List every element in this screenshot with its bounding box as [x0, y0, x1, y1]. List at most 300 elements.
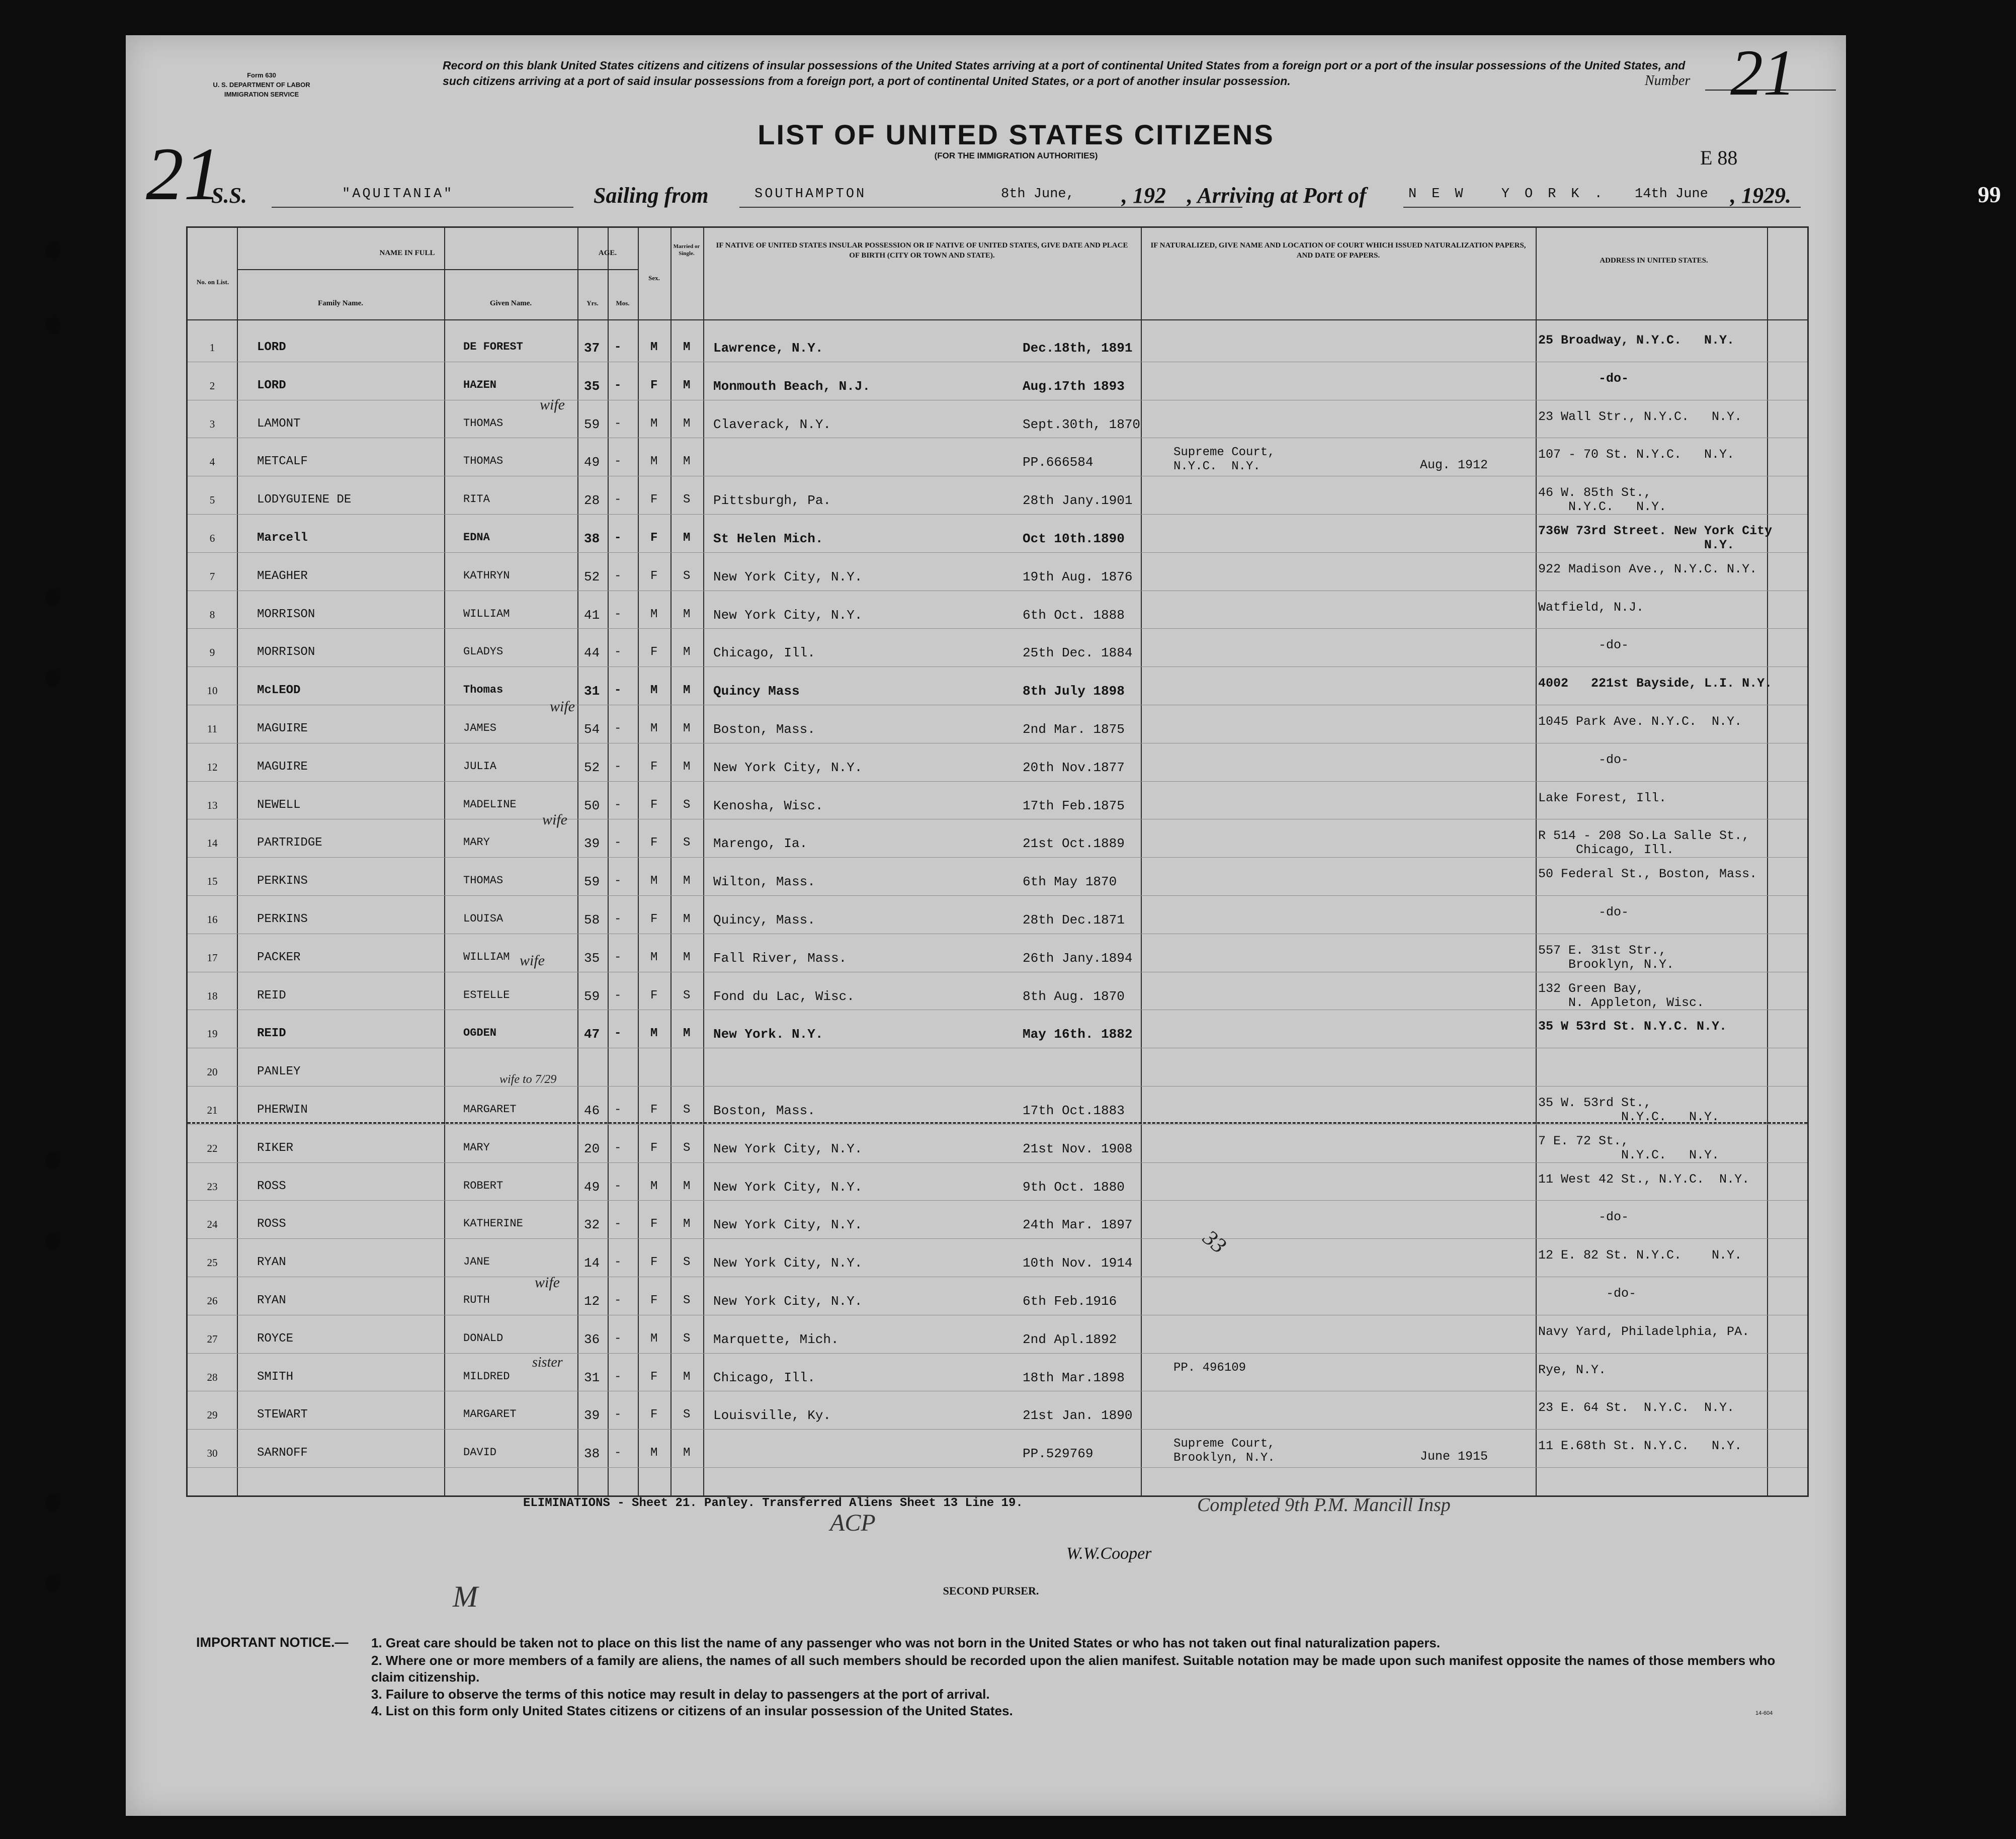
table-row — [188, 1238, 1807, 1276]
marital-status: M — [683, 1446, 691, 1460]
row-number: 17 — [207, 951, 218, 964]
family-name: METCALF — [257, 455, 308, 469]
naturalization-date: June 1915 — [1420, 1449, 1488, 1464]
row-number: 25 — [207, 1257, 218, 1269]
row-number: 20 — [207, 1066, 218, 1078]
us-address: 46 W. 85th St., N.Y.C. N.Y. — [1538, 485, 1667, 515]
marital-status: S — [683, 1141, 691, 1155]
table-row — [188, 781, 1807, 819]
row-number: 30 — [207, 1447, 218, 1460]
given-name: MARY — [463, 836, 490, 849]
row-number: 15 — [207, 875, 218, 888]
family-name: PACKER — [257, 950, 301, 964]
handwritten-ogden-note: wife to 7/29 — [499, 1073, 557, 1086]
table-row — [188, 552, 1807, 590]
row-number: 13 — [207, 799, 218, 811]
marital-status: S — [683, 798, 691, 812]
sheet-number: 21 — [1730, 37, 1796, 109]
given-name: MILDRED — [463, 1370, 510, 1383]
birth-date: 26th Jany.1894 — [1023, 950, 1133, 966]
birth-date: 6th May 1870 — [1023, 874, 1117, 890]
row-number: 1 — [209, 342, 215, 354]
given-name: DONALD — [463, 1331, 503, 1345]
age-months: - — [614, 607, 622, 621]
table-row — [188, 476, 1807, 514]
header-address: ADDRESS IN UNITED STATES. — [1600, 257, 1708, 265]
sex: F — [650, 1256, 658, 1270]
marital-status: S — [683, 1103, 691, 1117]
sex: F — [650, 493, 658, 507]
marital-status: M — [683, 1370, 691, 1384]
us-address: -do- — [1538, 752, 1629, 767]
margin-handwritten-number: 21 — [146, 132, 221, 216]
sex: M — [650, 1179, 658, 1193]
family-name: PERKINS — [257, 874, 308, 888]
family-name: ROYCE — [257, 1331, 294, 1346]
age-months: - — [614, 722, 622, 735]
given-name: THOMAS — [463, 874, 503, 887]
birth-place: St Helen Mich. — [713, 531, 823, 546]
row-number: 27 — [207, 1332, 218, 1345]
age-months: - — [614, 645, 622, 659]
birth-place: New York City, N.Y. — [713, 760, 863, 775]
given-name: WILLIAM — [463, 607, 510, 620]
date-from: 8th June, — [1001, 187, 1074, 202]
birth-place: Marengo, Ia. — [713, 836, 808, 852]
port-from-underline — [739, 207, 1242, 208]
sex: F — [650, 1294, 658, 1307]
birth-date: 20th Nov.1877 — [1023, 760, 1125, 775]
sex: F — [650, 569, 658, 583]
us-address: 922 Madison Ave., N.Y.C. N.Y. — [1538, 561, 1757, 576]
given-name: THOMAS — [463, 416, 503, 430]
age-months: - — [614, 1331, 622, 1346]
table-row — [188, 857, 1807, 895]
row-number: 16 — [207, 913, 218, 926]
birth-date: 21st Jan. 1890 — [1023, 1408, 1133, 1424]
us-address: 35 W. 53rd St., N.Y.C. N.Y. — [1538, 1096, 1720, 1124]
header-married-single: Married or Single. — [673, 243, 700, 257]
family-name: LAMONT — [257, 416, 301, 431]
age-months: - — [614, 1256, 622, 1270]
marital-status: M — [683, 645, 691, 659]
table-row — [188, 705, 1807, 742]
birth-date: 2nd Mar. 1875 — [1023, 722, 1125, 737]
birth-date: PP.666584 — [1023, 455, 1094, 470]
header-name-in-full: NAME IN FULL — [379, 249, 435, 257]
family-name: STEWART — [257, 1408, 308, 1422]
birth-place: Chicago, Ill. — [713, 1370, 815, 1385]
family-name: MORRISON — [257, 645, 315, 659]
us-address: 11 West 42 St., N.Y.C. N.Y. — [1538, 1172, 1750, 1187]
family-name: LORD — [257, 378, 286, 392]
form-number-label: Form 630 — [247, 71, 276, 79]
birth-place: Pittsburgh, Pa. — [713, 493, 831, 509]
sex: F — [650, 1408, 658, 1422]
table-row — [188, 514, 1807, 552]
age-years: 59 — [584, 416, 600, 432]
birth-date: 28th Dec.1871 — [1023, 912, 1125, 928]
naturalization-court: Supreme Court, N.Y.C. N.Y. — [1173, 446, 1275, 474]
table-row — [188, 400, 1807, 438]
table-row — [188, 666, 1807, 704]
age-years: 46 — [584, 1103, 600, 1118]
given-name: ESTELLE — [463, 988, 510, 1001]
handwritten-wife-note: wife — [540, 396, 565, 413]
header-sex: Sex. — [648, 274, 660, 282]
us-address: -do- — [1538, 371, 1629, 386]
punch-hole — [45, 241, 60, 259]
birth-place: New York City, N.Y. — [713, 1294, 863, 1309]
given-name: JULIA — [463, 760, 497, 773]
us-address: -do- — [1538, 1286, 1637, 1301]
family-name: REID — [257, 988, 286, 1002]
us-address: 132 Green Bay, N. Appleton, Wisc. — [1538, 981, 1705, 1010]
family-name: LORD — [257, 341, 286, 354]
marital-status: M — [683, 416, 691, 431]
marital-status: M — [683, 341, 691, 354]
row-number: 29 — [207, 1409, 218, 1422]
punch-hole — [45, 1574, 60, 1592]
handwritten-wife-note: wife — [542, 811, 567, 828]
punch-hole — [45, 1494, 60, 1511]
sex: F — [650, 760, 658, 774]
table-row — [188, 895, 1807, 933]
marital-status: M — [683, 684, 691, 698]
birth-date: 8th Aug. 1870 — [1023, 988, 1125, 1004]
family-name: SARNOFF — [257, 1446, 308, 1460]
service-label: IMMIGRATION SERVICE — [224, 91, 299, 98]
age-years: 50 — [584, 798, 600, 813]
age-years: 59 — [584, 988, 600, 1004]
age-years: 38 — [584, 1446, 600, 1462]
birth-date: Dec.18th, 1891 — [1023, 341, 1133, 356]
ship-name: "AQUITANIA" — [342, 187, 454, 202]
age-years: 52 — [584, 760, 600, 775]
age-years: 32 — [584, 1217, 600, 1233]
us-address: 12 E. 82 St. N.Y.C. N.Y. — [1538, 1248, 1742, 1263]
table-row — [188, 1315, 1807, 1353]
family-name: PHERWIN — [257, 1103, 308, 1117]
age-months: - — [614, 1370, 622, 1384]
date-to: 14th June — [1635, 187, 1708, 202]
year-to: , 1929. — [1730, 183, 1791, 208]
age-months: - — [614, 1294, 622, 1307]
age-years: 31 — [584, 1370, 600, 1385]
birth-place: Kenosha, Wisc. — [713, 798, 823, 813]
age-years: 38 — [584, 531, 600, 546]
row-number: 7 — [209, 570, 215, 582]
punch-hole — [45, 669, 60, 686]
given-name: JANE — [463, 1256, 490, 1269]
punch-hole — [45, 589, 60, 606]
birth-date: Aug.17th 1893 — [1023, 378, 1125, 394]
family-name: ROSS — [257, 1179, 286, 1193]
naturalization-court: Supreme Court, Brooklyn, N.Y. — [1173, 1437, 1275, 1465]
birth-date: 8th July 1898 — [1023, 684, 1125, 699]
birth-date: 6th Feb.1916 — [1023, 1294, 1117, 1309]
family-name: NEWELL — [257, 798, 301, 812]
table-row — [188, 1162, 1807, 1200]
given-name: OGDEN — [463, 1027, 497, 1040]
family-name: RIKER — [257, 1141, 294, 1155]
us-address: 50 Federal St., Boston, Mass. — [1538, 867, 1757, 882]
marital-status: M — [683, 760, 691, 774]
handwritten-sister-note: sister — [532, 1355, 563, 1370]
given-name: THOMAS — [463, 455, 503, 468]
port-from: SOUTHAMPTON — [754, 187, 867, 202]
birth-place: New York City, N.Y. — [713, 1256, 863, 1271]
passenger-table — [186, 226, 1809, 1497]
birth-date: 6th Oct. 1888 — [1023, 607, 1125, 623]
table-row — [188, 1353, 1807, 1391]
sex: M — [650, 874, 658, 888]
age-years: 41 — [584, 607, 600, 623]
row-number: 4 — [209, 456, 215, 468]
port-to: NEW YORK. — [1408, 187, 1618, 202]
notice-1: 1. Great care should be taken not to place on this list the name of any passenger who was not born in the United States or who has not taken out final naturalization papers. — [371, 1635, 1441, 1650]
important-notice-label: IMPORTANT NOTICE.— — [196, 1635, 349, 1650]
age-months: - — [614, 341, 622, 354]
birth-place: Boston, Mass. — [713, 722, 815, 737]
birth-place: Lawrence, N.Y. — [713, 341, 823, 356]
header-mos: Mos. — [616, 299, 630, 307]
age-years: 49 — [584, 455, 600, 470]
given-name: ROBERT — [463, 1179, 503, 1192]
row-number: 12 — [207, 761, 218, 773]
document-title: LIST OF UNITED STATES CITIZENS — [758, 119, 1275, 150]
birth-date: 25th Dec. 1884 — [1023, 645, 1133, 661]
age-months: - — [614, 1217, 622, 1231]
naturalization-date: Aug. 1912 — [1420, 458, 1488, 473]
row-rule — [188, 1467, 1807, 1468]
us-address: 107 - 70 St. N.Y.C. N.Y. — [1538, 447, 1735, 462]
birth-place: New York City, N.Y. — [713, 1217, 863, 1233]
sex: M — [650, 1331, 658, 1346]
us-address: 25 Broadway, N.Y.C. N.Y. — [1538, 333, 1735, 348]
header-no: No. on List. — [196, 278, 229, 286]
marital-status: S — [683, 988, 691, 1002]
number-label: Number — [1645, 73, 1691, 89]
us-address: 557 E. 31st Str., Brooklyn, N.Y. — [1538, 943, 1674, 972]
department-label: U. S. DEPARTMENT OF LABOR — [213, 81, 310, 89]
voyage-line — [126, 174, 1846, 209]
age-years: 59 — [584, 874, 600, 890]
age-months: - — [614, 455, 622, 469]
sex: F — [650, 912, 658, 926]
handwritten-wife-note: wife — [535, 1274, 560, 1291]
handwritten-mark: M — [453, 1580, 478, 1613]
family-name: MEAGHER — [257, 569, 308, 583]
age-months: - — [614, 950, 622, 964]
arriving-label: , Arriving at Port of — [1187, 183, 1367, 208]
table-row — [188, 1086, 1807, 1124]
family-name: PANLEY — [257, 1065, 301, 1079]
age-months: - — [614, 1179, 622, 1193]
marital-status: M — [683, 912, 691, 926]
sex: F — [650, 378, 658, 392]
document-subtitle: (FOR THE IMMIGRATION AUTHORITIES) — [934, 151, 1098, 160]
marital-status: S — [683, 569, 691, 583]
row-number: 26 — [207, 1295, 218, 1307]
age-months: - — [614, 378, 622, 392]
birth-date: 18th Mar.1898 — [1023, 1370, 1125, 1385]
sailing-label: Sailing from — [594, 183, 709, 208]
us-address: -do- — [1538, 638, 1629, 653]
age-years: 49 — [584, 1179, 600, 1195]
row-number: 28 — [207, 1371, 218, 1383]
age-months: - — [614, 1103, 622, 1117]
header-age: AGE. — [598, 249, 617, 257]
birth-date: Oct 10th.1890 — [1023, 531, 1125, 546]
marital-status: M — [683, 378, 691, 392]
age-months: - — [614, 836, 622, 850]
age-years: 58 — [584, 912, 600, 928]
age-months: - — [614, 569, 622, 583]
notice-4: 4. List on this form only United States citizens or citizens of an insular possession of the United States. — [371, 1703, 1013, 1718]
family-name: LODYGUIENE DE — [257, 493, 352, 507]
sex: F — [650, 1103, 658, 1117]
marital-status: M — [683, 531, 691, 545]
age-months: - — [614, 912, 622, 926]
edge-page-number: 99 — [1978, 182, 2001, 207]
age-years: 14 — [584, 1256, 600, 1271]
us-address: 736W 73rd Street. New York City N.Y. — [1538, 524, 1773, 552]
header-family-name: Family Name. — [318, 299, 363, 307]
age-months: - — [614, 416, 622, 431]
age-years: 37 — [584, 341, 600, 356]
age-years: 39 — [584, 1408, 600, 1424]
given-name: JAMES — [463, 722, 497, 734]
row-number: 2 — [209, 379, 215, 392]
family-name: PARTRIDGE — [257, 836, 322, 850]
us-address: Watfield, N.J. — [1538, 600, 1644, 615]
table-row — [188, 591, 1807, 628]
birth-place: Boston, Mass. — [713, 1103, 815, 1118]
header-bottom-rule — [188, 319, 1807, 320]
table-row — [188, 1200, 1807, 1238]
table-row — [188, 1391, 1807, 1429]
marital-status: S — [683, 1256, 691, 1270]
given-name: KATHRYN — [463, 569, 510, 582]
marital-status: M — [683, 1179, 691, 1193]
us-address: 11 E.68th St. N.Y.C. N.Y. — [1538, 1439, 1742, 1454]
age-months: - — [614, 798, 622, 812]
age-months: - — [614, 760, 622, 774]
birth-place: New York. N.Y. — [713, 1027, 823, 1042]
sex: F — [650, 645, 658, 659]
purser-signature: W.W.Cooper — [1066, 1544, 1152, 1563]
table-row — [188, 934, 1807, 971]
us-address: 23 E. 64 St. N.Y.C. N.Y. — [1538, 1400, 1735, 1415]
family-name: REID — [257, 1027, 286, 1041]
given-name: MADELINE — [463, 798, 517, 811]
age-years: 52 — [584, 569, 600, 584]
age-years: 44 — [584, 645, 600, 661]
sex: F — [650, 1141, 658, 1155]
table-row — [188, 1048, 1807, 1085]
age-years: 54 — [584, 722, 600, 737]
purser-label: SECOND PURSER. — [943, 1584, 1039, 1597]
punch-hole — [45, 1232, 60, 1249]
sex: M — [650, 341, 658, 354]
sex: F — [650, 1217, 658, 1231]
row-number: 5 — [209, 494, 215, 507]
given-name: GLADYS — [463, 645, 503, 658]
family-name: MAGUIRE — [257, 760, 308, 774]
table-row — [188, 628, 1807, 666]
family-name: MAGUIRE — [257, 722, 308, 735]
table-row — [188, 1277, 1807, 1314]
row-number: 18 — [207, 989, 218, 1002]
sex: M — [650, 607, 658, 621]
marital-status: S — [683, 1331, 691, 1346]
table-row — [188, 323, 1807, 361]
notice-2: 2. Where one or more members of a family are aliens, the names of all such members should be recorded upon the alien manifest. Suitable notation may be made upon such manifest opposite the names of those members who claim citizenship. — [371, 1653, 1776, 1685]
given-name: EDNA — [463, 531, 490, 544]
marital-status: M — [683, 455, 691, 469]
table-row — [188, 1010, 1807, 1047]
given-name: WILLIAM — [463, 950, 510, 963]
marital-status: M — [683, 950, 691, 964]
sex: M — [650, 455, 658, 469]
stamp-mark: 33 — [1198, 1225, 1231, 1259]
header-yrs: Yrs. — [586, 299, 599, 307]
us-address: 4002 221st Bayside, L.I. N.Y. — [1538, 676, 1773, 691]
us-address: Rye, N.Y. — [1538, 1362, 1607, 1377]
marital-status: M — [683, 722, 691, 735]
row-number: 3 — [209, 417, 215, 430]
us-address: 23 Wall Str., N.Y.C. N.Y. — [1538, 409, 1742, 424]
birth-place: Louisville, Ky. — [713, 1408, 831, 1424]
initials-note: ACP — [830, 1510, 876, 1536]
birth-date: 19th Aug. 1876 — [1023, 569, 1133, 584]
row-number: 10 — [207, 685, 218, 697]
us-address: -do- — [1538, 905, 1629, 919]
family-name: PERKINS — [257, 912, 308, 926]
family-name: McLEOD — [257, 684, 301, 698]
age-months: - — [614, 684, 622, 698]
marital-status: S — [683, 493, 691, 507]
table-row — [188, 972, 1807, 1010]
row-number: 6 — [209, 532, 215, 544]
age-years: 39 — [584, 836, 600, 852]
birth-place: Quincy, Mass. — [713, 912, 815, 928]
age-years: 35 — [584, 378, 600, 394]
birth-date: 21st Oct.1889 — [1023, 836, 1125, 852]
sex: F — [650, 988, 658, 1002]
birth-date: 9th Oct. 1880 — [1023, 1179, 1125, 1195]
table-row — [188, 1124, 1807, 1162]
age-years: 20 — [584, 1141, 600, 1156]
given-name: KATHERINE — [463, 1217, 523, 1230]
sex: M — [650, 416, 658, 431]
form-print-number: 14-604 — [1755, 1710, 1773, 1716]
age-years: 28 — [584, 493, 600, 509]
year-from: , 192 — [1122, 183, 1166, 208]
given-name: HAZEN — [463, 378, 497, 391]
table-row — [188, 743, 1807, 781]
sex: M — [650, 722, 658, 735]
row-number: 21 — [207, 1104, 218, 1116]
age-months: - — [614, 1446, 622, 1460]
marital-status: M — [683, 874, 691, 888]
given-name: LOUISA — [463, 912, 503, 925]
ss-label: S.S. — [211, 183, 247, 208]
sex: F — [650, 836, 658, 850]
family-name: Marcell — [257, 531, 308, 545]
row-number: 23 — [207, 1180, 218, 1193]
